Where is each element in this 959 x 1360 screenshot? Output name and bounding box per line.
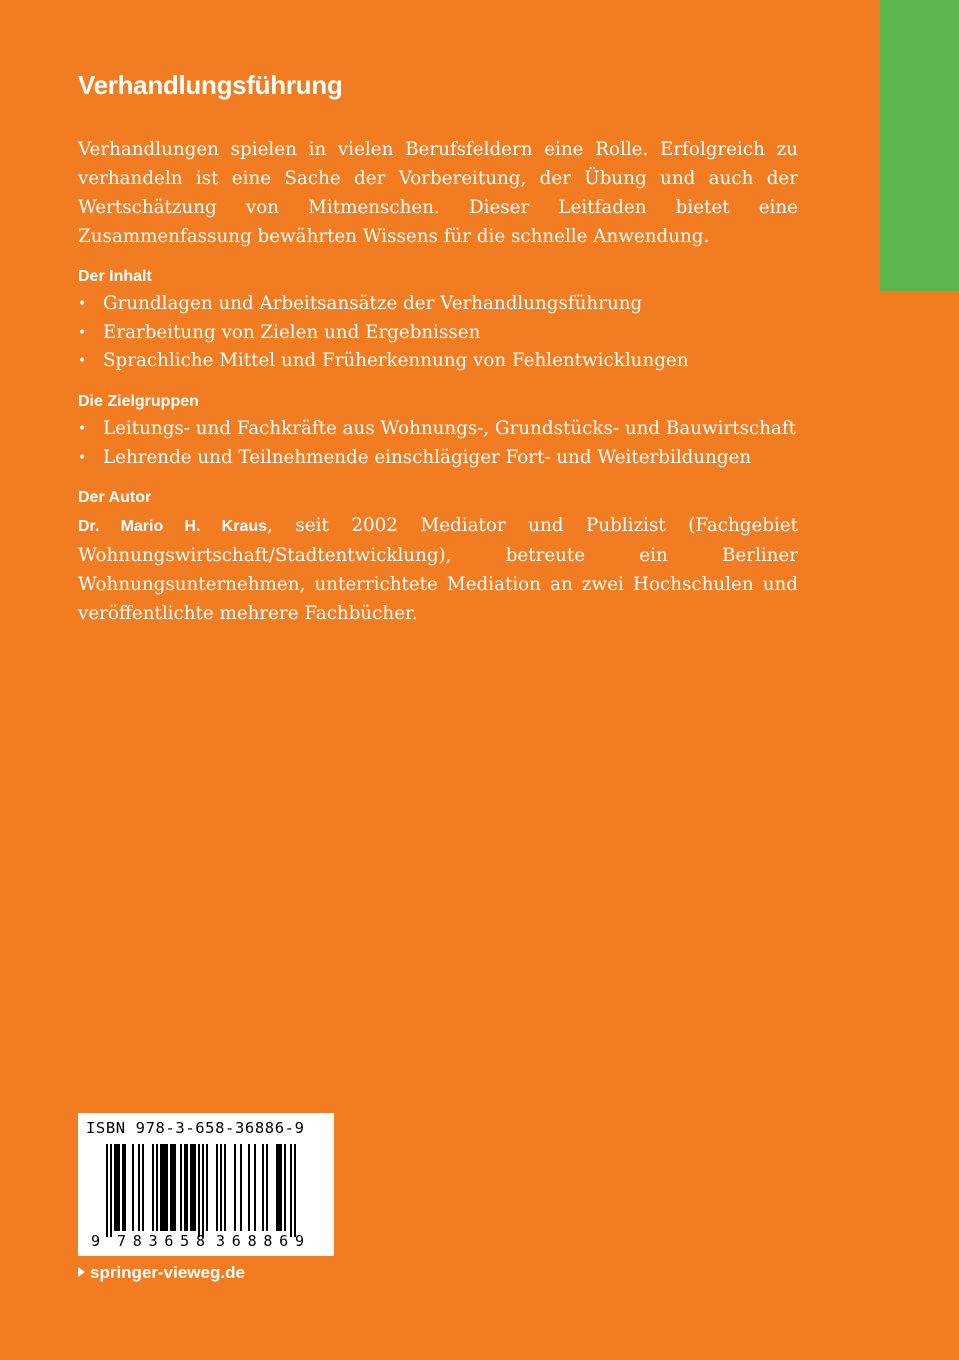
barcode-bar (216, 1144, 218, 1231)
barcode-bar (160, 1144, 162, 1231)
barcode-bar (284, 1144, 286, 1231)
barcode-bar (152, 1144, 154, 1231)
barcode-bar (172, 1144, 174, 1231)
barcode-bar (138, 1144, 140, 1231)
author-heading: Der Autor (78, 489, 152, 507)
content-list (78, 290, 798, 376)
barcode-left-digits: 783658 (117, 1232, 205, 1250)
list-item: • Lehrende und Teilnehmende einschlägiger Fort- und Weiterbildungen (78, 444, 798, 473)
barcode-bar (156, 1144, 158, 1231)
barcode-bar (224, 1144, 226, 1231)
list-item: • Grundlagen und Arbeitsansätze der Verhandlungsführung (78, 290, 798, 319)
author-bio (78, 511, 798, 628)
barcode-bar (118, 1144, 120, 1231)
content-heading: Der Inhalt (78, 268, 152, 286)
barcode-bar (206, 1144, 208, 1231)
author-name: Dr. Mario H. Kraus (78, 518, 268, 536)
barcode-bar (190, 1144, 192, 1231)
barcode-bar (116, 1144, 118, 1231)
publisher-url: springer-vieweg.de (90, 1263, 245, 1282)
barcode-bar (290, 1144, 292, 1237)
barcode-bar (164, 1144, 166, 1231)
green-accent-tab (880, 0, 959, 291)
barcode-bar (194, 1144, 196, 1231)
bullet-icon: • (78, 324, 87, 341)
barcode-bar (106, 1144, 108, 1237)
barcode-bar (276, 1144, 278, 1231)
barcode-bar (166, 1144, 168, 1231)
list-item: • Erarbeitung von Zielen und Ergebnissen (78, 319, 798, 348)
barcode-bar (294, 1144, 296, 1237)
arrow-right-icon (78, 1267, 85, 1277)
barcode-bar (192, 1144, 194, 1231)
barcode-bar (186, 1144, 188, 1231)
back-cover-text (78, 70, 798, 628)
barcode-bar (254, 1144, 256, 1231)
barcode-bar (142, 1144, 144, 1231)
barcode-bar (174, 1144, 176, 1231)
author-bio-text: , seit 2002 Mediator und Publizist (Fachgebiet Wohnungswirtschaft/Stadtentwicklung), betreute ein Berliner Wohnungsunternehmen, unterrichtete Mediation an zwei Hochschulen und veröffentlichte mehrere Fachbücher. (78, 515, 798, 625)
list-item: • Sprachliche Mittel und Früherkennung von Fehlentwicklungen (78, 347, 798, 376)
barcode-bar (184, 1144, 186, 1231)
barcode-first-digit: 9 (91, 1232, 101, 1250)
barcode-bar (248, 1144, 250, 1231)
audience-heading: Die Zielgruppen (78, 392, 199, 410)
barcode-bar (110, 1144, 112, 1237)
barcode-bar (202, 1144, 204, 1237)
barcode-bar (114, 1144, 116, 1231)
barcode-bar (240, 1144, 242, 1231)
barcode-bars (106, 1144, 296, 1237)
barcode-bar (220, 1144, 222, 1231)
barcode-bar (278, 1144, 280, 1231)
list-item: • Leitungs- und Fachkräfte aus Wohnungs-, Grundstücks- und Bauwirtschaft (78, 415, 798, 444)
barcode-bar (122, 1144, 124, 1231)
barcode-bar (198, 1144, 200, 1237)
barcode-bar (132, 1144, 134, 1231)
audience-list (78, 415, 798, 472)
barcode-bar (234, 1144, 236, 1231)
intro-paragraph: Verhandlungen spielen in vielen Berufsfeldern eine Rolle. Erfolgreich zu verhandeln ist eine Sache der Vorbereitung, der Übung und auch der Wertschätzung von Mitmenschen. Dieser Leitfaden bietet eine Zusammenfassung bewährten Wissens für die schnelle Anwendung. (78, 139, 798, 248)
isbn-barcode (78, 1113, 334, 1256)
barcode-bar (280, 1144, 282, 1231)
barcode-bar (266, 1144, 268, 1231)
barcode-bar (262, 1144, 264, 1231)
barcode-right-digits: 368869 (216, 1232, 304, 1250)
barcode-bar (170, 1144, 172, 1231)
book-title: Verhandlungsführung (78, 70, 343, 100)
barcode-bar (180, 1144, 182, 1231)
isbn-text: ISBN 978-3-658-36886-9 (86, 1119, 305, 1137)
bullet-icon: • (78, 296, 87, 313)
bullet-icon: • (78, 353, 87, 370)
barcode-bar (124, 1144, 126, 1231)
barcode-bar (162, 1144, 164, 1231)
publisher-link[interactable] (78, 1263, 245, 1283)
bullet-icon: • (78, 421, 87, 438)
bullet-icon: • (78, 449, 87, 466)
